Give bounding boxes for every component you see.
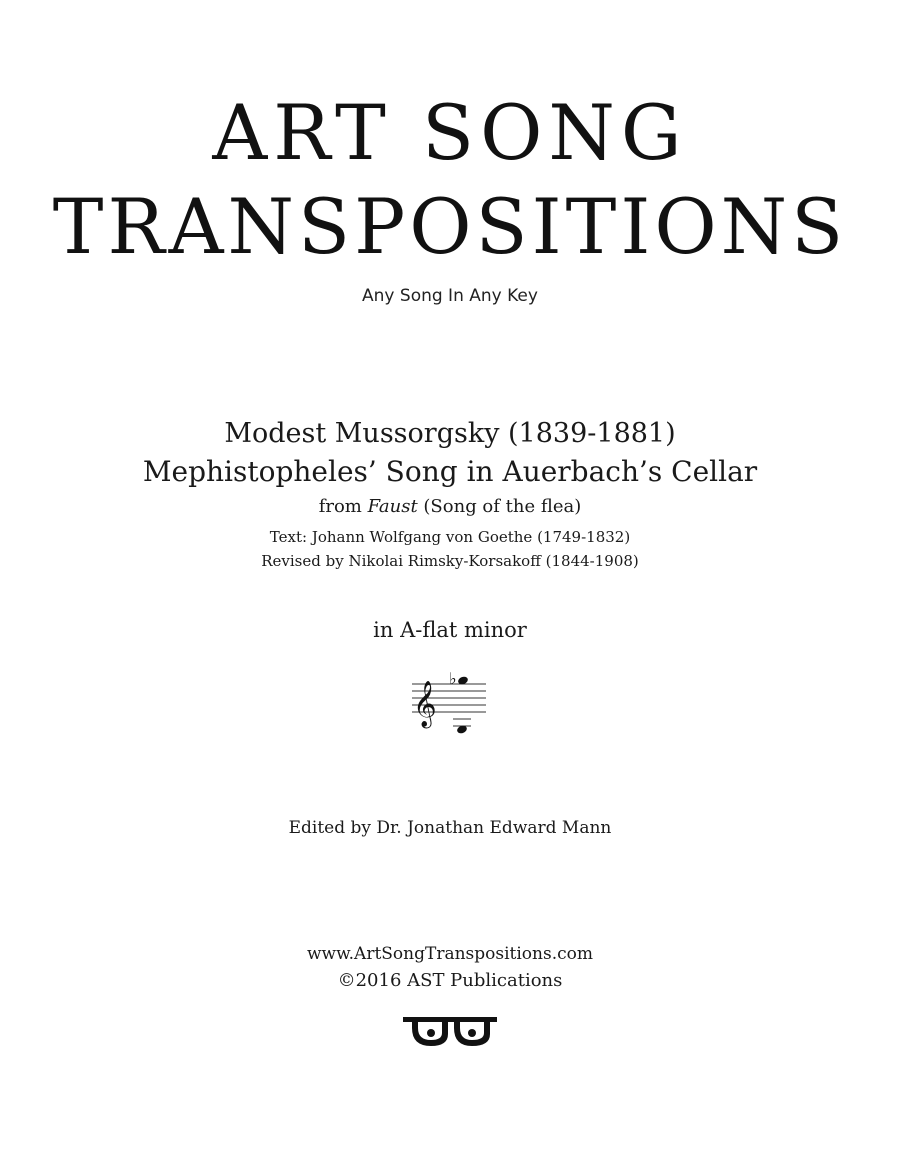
song-title: Mephistopheles’ Song in Auerbach’s Cellar xyxy=(142,455,758,488)
source-subtitle: (Song of the flea) xyxy=(423,496,582,517)
brand-title-line-1: ART SONG xyxy=(212,88,688,177)
source-work-line xyxy=(0,496,900,517)
flat-sign-high-note: ♭ xyxy=(449,670,457,688)
website-link[interactable]: www.ArtSongTranspositions.com xyxy=(307,944,593,964)
ast-logo-icon xyxy=(400,1012,500,1052)
source-prefix: from xyxy=(318,496,362,517)
text-credit: Text: Johann Wolfgang von Goethe (1749-1832) xyxy=(269,528,631,546)
vocal-range-staff xyxy=(410,670,490,740)
brand-title-line-2: TRANSPOSITIONS xyxy=(52,182,848,271)
copyright-line: ©2016 AST Publications xyxy=(337,970,563,991)
source-work-title: Faust xyxy=(367,496,418,517)
revision-credit: Revised by Nikolai Rimsky-Korsakoff (1844-1908) xyxy=(261,552,639,570)
brand-tagline: Any Song In Any Key xyxy=(362,286,538,306)
key-label: in A-flat minor xyxy=(373,618,527,642)
composer-line: Modest Mussorgsky (1839-1881) xyxy=(224,418,676,449)
treble-clef-icon: 𝄞 xyxy=(413,681,437,727)
editor-credit: Edited by Dr. Jonathan Edward Mann xyxy=(288,818,612,838)
